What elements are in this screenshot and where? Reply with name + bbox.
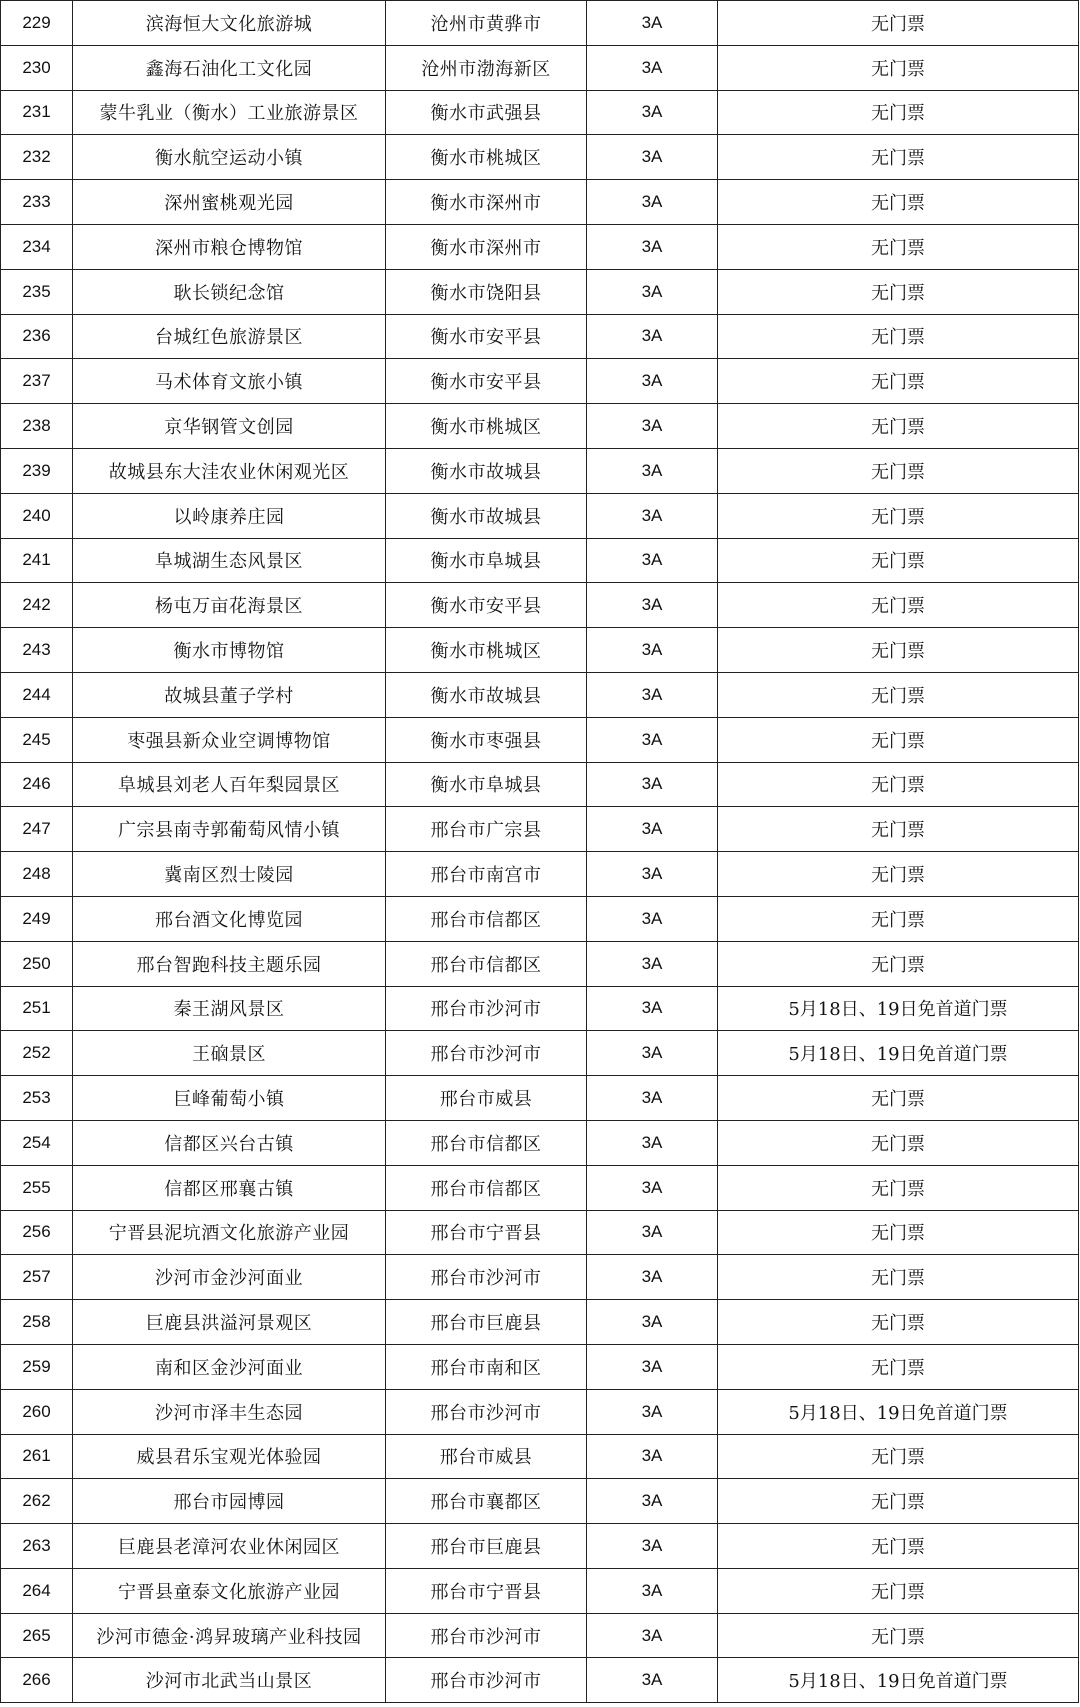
ticket-policy-cell: 无门票 — [718, 717, 1079, 762]
scenic-spot-name-cell: 马术体育文旅小镇 — [73, 359, 386, 404]
table-row — [1, 448, 1079, 493]
scenic-spot-name-cell: 信都区兴台古镇 — [73, 1120, 386, 1165]
scenic-spot-name-cell: 枣强县新众业空调博物馆 — [73, 717, 386, 762]
location-cell: 衡水市枣强县 — [386, 717, 587, 762]
scenic-spot-name-cell: 以岭康养庄园 — [73, 493, 386, 538]
ticket-policy-cell: 无门票 — [718, 1165, 1079, 1210]
ticket-policy-cell: 无门票 — [718, 1120, 1079, 1165]
row-number-cell: 232 — [1, 135, 73, 180]
scenic-spot-name-cell: 阜城湖生态风景区 — [73, 538, 386, 583]
table-row — [1, 1344, 1079, 1389]
location-cell: 邢台市信都区 — [386, 1120, 587, 1165]
level-cell: 3A — [587, 1076, 718, 1121]
row-number-cell: 249 — [1, 896, 73, 941]
location-cell: 邢台市信都区 — [386, 1165, 587, 1210]
scenic-spot-name-cell: 台城红色旅游景区 — [73, 314, 386, 359]
table-row — [1, 404, 1079, 449]
location-cell: 衡水市故城县 — [386, 448, 587, 493]
table-row — [1, 1300, 1079, 1345]
ticket-policy-cell: 无门票 — [718, 359, 1079, 404]
table-row — [1, 224, 1079, 269]
table-row — [1, 1524, 1079, 1569]
row-number-cell: 230 — [1, 45, 73, 90]
row-number-cell: 251 — [1, 986, 73, 1031]
row-number-cell: 260 — [1, 1389, 73, 1434]
row-number-cell: 241 — [1, 538, 73, 583]
ticket-policy-cell: 无门票 — [718, 180, 1079, 225]
level-cell: 3A — [587, 1300, 718, 1345]
level-cell: 3A — [587, 90, 718, 135]
level-cell: 3A — [587, 672, 718, 717]
row-number-cell: 247 — [1, 807, 73, 852]
ticket-policy-cell: 无门票 — [718, 1524, 1079, 1569]
ticket-policy-cell: 无门票 — [718, 269, 1079, 314]
scenic-spot-name-cell: 耿长锁纪念馆 — [73, 269, 386, 314]
scenic-spot-name-cell: 沙河市泽丰生态园 — [73, 1389, 386, 1434]
table-row — [1, 762, 1079, 807]
scenic-spot-name-cell: 沙河市北武当山景区 — [73, 1658, 386, 1703]
level-cell: 3A — [587, 1120, 718, 1165]
ticket-policy-cell: 5月18日、19日免首道门票 — [718, 1389, 1079, 1434]
location-cell: 衡水市安平县 — [386, 314, 587, 359]
level-cell: 3A — [587, 1389, 718, 1434]
location-cell: 邢台市宁晋县 — [386, 1210, 587, 1255]
row-number-cell: 263 — [1, 1524, 73, 1569]
ticket-policy-cell: 无门票 — [718, 538, 1079, 583]
ticket-policy-cell: 无门票 — [718, 941, 1079, 986]
row-number-cell: 259 — [1, 1344, 73, 1389]
level-cell: 3A — [587, 1524, 718, 1569]
location-cell: 邢台市信都区 — [386, 896, 587, 941]
row-number-cell: 243 — [1, 628, 73, 673]
table-row — [1, 45, 1079, 90]
table-row — [1, 628, 1079, 673]
table-row — [1, 1613, 1079, 1658]
ticket-policy-cell: 无门票 — [718, 1344, 1079, 1389]
row-number-cell: 253 — [1, 1076, 73, 1121]
row-number-cell: 257 — [1, 1255, 73, 1300]
row-number-cell: 265 — [1, 1613, 73, 1658]
ticket-policy-cell: 无门票 — [718, 224, 1079, 269]
level-cell: 3A — [587, 314, 718, 359]
location-cell: 邢台市沙河市 — [386, 1389, 587, 1434]
scenic-spot-name-cell: 衡水航空运动小镇 — [73, 135, 386, 180]
level-cell: 3A — [587, 717, 718, 762]
ticket-policy-cell: 无门票 — [718, 1434, 1079, 1479]
ticket-policy-cell: 无门票 — [718, 314, 1079, 359]
table-row — [1, 314, 1079, 359]
scenic-spot-name-cell: 巨鹿县老漳河农业休闲园区 — [73, 1524, 386, 1569]
scenic-spot-name-cell: 杨屯万亩花海景区 — [73, 583, 386, 628]
ticket-policy-cell: 无门票 — [718, 45, 1079, 90]
scenic-spot-name-cell: 广宗县南寺郭葡萄风情小镇 — [73, 807, 386, 852]
ticket-policy-cell: 无门票 — [718, 1255, 1079, 1300]
table-row — [1, 1568, 1079, 1613]
table-row — [1, 896, 1079, 941]
row-number-cell: 239 — [1, 448, 73, 493]
scenic-spot-name-cell: 宁晋县泥坑酒文化旅游产业园 — [73, 1210, 386, 1255]
ticket-policy-cell: 无门票 — [718, 493, 1079, 538]
row-number-cell: 229 — [1, 1, 73, 46]
ticket-policy-cell: 5月18日、19日免首道门票 — [718, 1031, 1079, 1076]
row-number-cell: 248 — [1, 852, 73, 897]
ticket-policy-cell: 无门票 — [718, 628, 1079, 673]
scenic-spot-name-cell: 邢台智跑科技主题乐园 — [73, 941, 386, 986]
location-cell: 衡水市安平县 — [386, 359, 587, 404]
location-cell: 邢台市沙河市 — [386, 986, 587, 1031]
table-row — [1, 941, 1079, 986]
location-cell: 邢台市沙河市 — [386, 1613, 587, 1658]
row-number-cell: 255 — [1, 1165, 73, 1210]
table-row — [1, 1479, 1079, 1524]
table-row — [1, 1658, 1079, 1703]
ticket-policy-cell: 无门票 — [718, 1479, 1079, 1524]
location-cell: 衡水市深州市 — [386, 224, 587, 269]
level-cell: 3A — [587, 135, 718, 180]
row-number-cell: 238 — [1, 404, 73, 449]
ticket-policy-cell: 无门票 — [718, 135, 1079, 180]
level-cell: 3A — [587, 852, 718, 897]
ticket-policy-cell: 无门票 — [718, 807, 1079, 852]
level-cell: 3A — [587, 404, 718, 449]
table-row — [1, 717, 1079, 762]
row-number-cell: 262 — [1, 1479, 73, 1524]
scenic-spot-name-cell: 宁晋县童泰文化旅游产业园 — [73, 1568, 386, 1613]
location-cell: 衡水市故城县 — [386, 672, 587, 717]
level-cell: 3A — [587, 1344, 718, 1389]
level-cell: 3A — [587, 1434, 718, 1479]
table-row — [1, 1076, 1079, 1121]
level-cell: 3A — [587, 1210, 718, 1255]
level-cell: 3A — [587, 1, 718, 46]
location-cell: 邢台市南和区 — [386, 1344, 587, 1389]
ticket-policy-cell: 5月18日、19日免首道门票 — [718, 986, 1079, 1031]
table-row — [1, 269, 1079, 314]
scenic-spot-name-cell: 故城县东大洼农业休闲观光区 — [73, 448, 386, 493]
scenic-spot-name-cell: 冀南区烈士陵园 — [73, 852, 386, 897]
scenic-spot-name-cell: 秦王湖风景区 — [73, 986, 386, 1031]
level-cell: 3A — [587, 1031, 718, 1076]
location-cell: 邢台市广宗县 — [386, 807, 587, 852]
location-cell: 邢台市沙河市 — [386, 1255, 587, 1300]
ticket-policy-cell: 无门票 — [718, 1613, 1079, 1658]
location-cell: 邢台市南宫市 — [386, 852, 587, 897]
level-cell: 3A — [587, 986, 718, 1031]
scenic-spot-name-cell: 威县君乐宝观光体验园 — [73, 1434, 386, 1479]
level-cell: 3A — [587, 1568, 718, 1613]
table-row — [1, 672, 1079, 717]
ticket-policy-cell: 无门票 — [718, 583, 1079, 628]
row-number-cell: 236 — [1, 314, 73, 359]
level-cell: 3A — [587, 180, 718, 225]
table-row — [1, 1, 1079, 46]
scenic-spot-name-cell: 衡水市博物馆 — [73, 628, 386, 673]
row-number-cell: 235 — [1, 269, 73, 314]
table-row — [1, 1210, 1079, 1255]
table-row — [1, 538, 1079, 583]
row-number-cell: 266 — [1, 1658, 73, 1703]
location-cell: 衡水市饶阳县 — [386, 269, 587, 314]
location-cell: 衡水市桃城区 — [386, 404, 587, 449]
level-cell: 3A — [587, 896, 718, 941]
level-cell: 3A — [587, 1479, 718, 1524]
location-cell: 邢台市沙河市 — [386, 1658, 587, 1703]
row-number-cell: 242 — [1, 583, 73, 628]
ticket-policy-cell: 5月18日、19日免首道门票 — [718, 1658, 1079, 1703]
ticket-policy-cell: 无门票 — [718, 404, 1079, 449]
ticket-policy-cell: 无门票 — [718, 896, 1079, 941]
location-cell: 衡水市阜城县 — [386, 538, 587, 583]
scenic-spot-name-cell: 王硇景区 — [73, 1031, 386, 1076]
scenic-spot-name-cell: 滨海恒大文化旅游城 — [73, 1, 386, 46]
level-cell: 3A — [587, 1165, 718, 1210]
row-number-cell: 246 — [1, 762, 73, 807]
level-cell: 3A — [587, 224, 718, 269]
level-cell: 3A — [587, 1255, 718, 1300]
location-cell: 邢台市威县 — [386, 1434, 587, 1479]
ticket-policy-cell: 无门票 — [718, 1300, 1079, 1345]
row-number-cell: 233 — [1, 180, 73, 225]
table-body — [1, 1, 1079, 1703]
row-number-cell: 264 — [1, 1568, 73, 1613]
level-cell: 3A — [587, 269, 718, 314]
scenic-spot-name-cell: 深州蜜桃观光园 — [73, 180, 386, 225]
level-cell: 3A — [587, 762, 718, 807]
table-row — [1, 1165, 1079, 1210]
table-row — [1, 493, 1079, 538]
table-row — [1, 359, 1079, 404]
location-cell: 衡水市深州市 — [386, 180, 587, 225]
ticket-policy-cell: 无门票 — [718, 672, 1079, 717]
location-cell: 衡水市安平县 — [386, 583, 587, 628]
location-cell: 邢台市威县 — [386, 1076, 587, 1121]
ticket-policy-cell: 无门票 — [718, 762, 1079, 807]
row-number-cell: 256 — [1, 1210, 73, 1255]
scenic-spot-name-cell: 鑫海石油化工文化园 — [73, 45, 386, 90]
table-row — [1, 1389, 1079, 1434]
level-cell: 3A — [587, 448, 718, 493]
scenic-spot-name-cell: 沙河市金沙河面业 — [73, 1255, 386, 1300]
location-cell: 邢台市襄都区 — [386, 1479, 587, 1524]
scenic-spot-name-cell: 巨鹿县洪溢河景观区 — [73, 1300, 386, 1345]
table-row — [1, 1031, 1079, 1076]
scenic-spot-name-cell: 蒙牛乳业（衡水）工业旅游景区 — [73, 90, 386, 135]
row-number-cell: 231 — [1, 90, 73, 135]
row-number-cell: 261 — [1, 1434, 73, 1479]
ticket-policy-cell: 无门票 — [718, 448, 1079, 493]
row-number-cell: 250 — [1, 941, 73, 986]
table-row — [1, 852, 1079, 897]
level-cell: 3A — [587, 538, 718, 583]
table-row — [1, 1255, 1079, 1300]
ticket-policy-cell: 无门票 — [718, 1, 1079, 46]
ticket-policy-cell: 无门票 — [718, 1568, 1079, 1613]
ticket-policy-cell: 无门票 — [718, 852, 1079, 897]
table-row — [1, 1120, 1079, 1165]
level-cell: 3A — [587, 1658, 718, 1703]
location-cell: 衡水市武强县 — [386, 90, 587, 135]
scenic-spot-name-cell: 深州市粮仓博物馆 — [73, 224, 386, 269]
location-cell: 邢台市巨鹿县 — [386, 1524, 587, 1569]
scenic-spot-name-cell: 京华钢管文创园 — [73, 404, 386, 449]
location-cell: 沧州市渤海新区 — [386, 45, 587, 90]
scenic-spot-name-cell: 沙河市德金·鸿昇玻璃产业科技园 — [73, 1613, 386, 1658]
ticket-policy-cell: 无门票 — [718, 90, 1079, 135]
location-cell: 邢台市宁晋县 — [386, 1568, 587, 1613]
level-cell: 3A — [587, 941, 718, 986]
location-cell: 沧州市黄骅市 — [386, 1, 587, 46]
level-cell: 3A — [587, 628, 718, 673]
table-row — [1, 90, 1079, 135]
row-number-cell: 252 — [1, 1031, 73, 1076]
scenic-spot-name-cell: 巨峰葡萄小镇 — [73, 1076, 386, 1121]
scenic-spot-name-cell: 邢台酒文化博览园 — [73, 896, 386, 941]
row-number-cell: 234 — [1, 224, 73, 269]
ticket-policy-cell: 无门票 — [718, 1210, 1079, 1255]
scenic-spot-name-cell: 阜城县刘老人百年梨园景区 — [73, 762, 386, 807]
table-row — [1, 135, 1079, 180]
scenic-spot-name-cell: 故城县董子学村 — [73, 672, 386, 717]
level-cell: 3A — [587, 1613, 718, 1658]
ticket-policy-cell: 无门票 — [718, 1076, 1079, 1121]
row-number-cell: 245 — [1, 717, 73, 762]
scenic-spot-name-cell: 南和区金沙河面业 — [73, 1344, 386, 1389]
level-cell: 3A — [587, 45, 718, 90]
level-cell: 3A — [587, 583, 718, 628]
location-cell: 衡水市桃城区 — [386, 135, 587, 180]
table-row — [1, 583, 1079, 628]
row-number-cell: 244 — [1, 672, 73, 717]
location-cell: 邢台市沙河市 — [386, 1031, 587, 1076]
location-cell: 衡水市桃城区 — [386, 628, 587, 673]
row-number-cell: 237 — [1, 359, 73, 404]
location-cell: 邢台市巨鹿县 — [386, 1300, 587, 1345]
location-cell: 衡水市故城县 — [386, 493, 587, 538]
scenic-spot-name-cell: 信都区邢襄古镇 — [73, 1165, 386, 1210]
table-row — [1, 986, 1079, 1031]
table-row — [1, 1434, 1079, 1479]
level-cell: 3A — [587, 493, 718, 538]
level-cell: 3A — [587, 359, 718, 404]
table-row — [1, 180, 1079, 225]
scenic-spot-name-cell: 邢台市园博园 — [73, 1479, 386, 1524]
location-cell: 邢台市信都区 — [386, 941, 587, 986]
location-cell: 衡水市阜城县 — [386, 762, 587, 807]
table-row — [1, 807, 1079, 852]
level-cell: 3A — [587, 807, 718, 852]
row-number-cell: 240 — [1, 493, 73, 538]
row-number-cell: 254 — [1, 1120, 73, 1165]
row-number-cell: 258 — [1, 1300, 73, 1345]
